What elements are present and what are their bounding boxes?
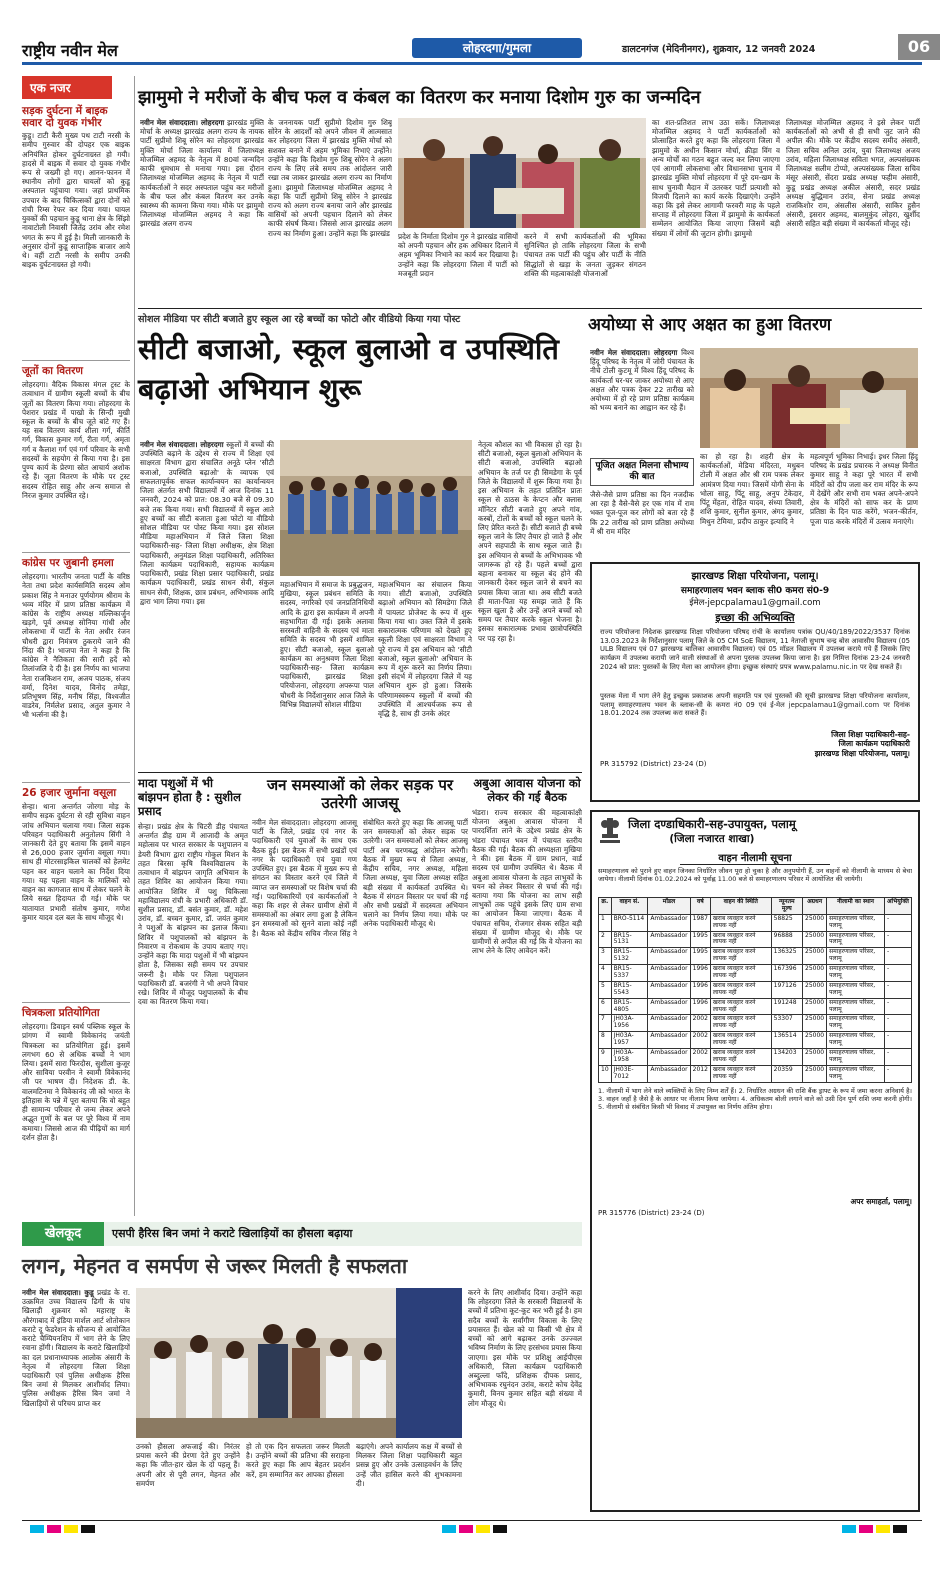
- table-cell: 1996: [690, 965, 710, 982]
- ad-header: [598, 816, 912, 846]
- table-header-cell: न्यूनतम मूल्य: [771, 898, 802, 915]
- table-cell: 1996: [690, 998, 710, 1015]
- table-cell: 5: [599, 981, 612, 998]
- sports-banner: [22, 1222, 582, 1246]
- table-cell: समाहरणालय परिसर, पलामू: [827, 948, 885, 965]
- kicker: सोशल मीडिया पर सीटी बजाते हुए स्कूल आ रहे बच्चों का फोटो और वीडियो किया गया पोस्ट: [138, 314, 461, 325]
- article-column: हो तो एक दिन सफलता जरूर मिलती है। उन्होंने बच्चों की प्रतिभा की सराहना करते हुए कहा कि आप बेहतर प्रदर्शन करें, हम सम्मानित कर आपका हौसला: [246, 1442, 350, 1479]
- table-cell: 25000: [803, 1015, 827, 1032]
- sidebar-item-head: सड़क दुर्घटना में बाइक सवार दो युवक गंभीर: [22, 105, 108, 130]
- table-header-cell: मॉडल: [648, 898, 690, 915]
- section-title: लोहरदगा/गुमला: [462, 41, 532, 55]
- table-cell: -: [884, 931, 911, 948]
- color-swatch: [876, 1525, 890, 1533]
- article-text: विश्व हिंदू परिषद के नेतृत्व में जोरी पंचायत के नीचे टोली कुटमू में विश्व हिंदू परिषद के कार्यकर्ता घर-घर जाकर अयोध्या से आए अक्षत और पत्रक देकर 22 तारीख को अयोध्या में हो रहे प्राण प्रतिष्ठा कार्यक्रम को भव्य बनाने का आह्वान कर रहे हैं।: [590, 348, 694, 413]
- table-cell: 9: [599, 1049, 612, 1066]
- article-column: [22, 1288, 130, 1512]
- color-swatch: [30, 1525, 44, 1533]
- table-cell: Ambassador: [648, 981, 690, 998]
- section-label: खेलकूद: [22, 1222, 104, 1246]
- table-cell: खराब व्यवहार करने लायक नहीं: [710, 965, 771, 982]
- table-header-cell: अग्रधन: [803, 898, 827, 915]
- table-cell: 134203: [771, 1049, 802, 1066]
- table-cell: 25000: [803, 998, 827, 1015]
- table-cell: समाहरणालय परिसर, पलामू: [827, 1015, 885, 1032]
- ad-body: पुस्तक मेला में भाग लेने हेतु इच्छुक प्रकाशक अपनी सहमति पत्र एवं पुस्तकों की सूची झारखण्ड शिक्षा परियोजना कार्यालय, पलामू समाहरणालय भवन के ब्लाक-सी के कमरा नं0 09 एवं ई-मेल jepcpalamau1@gmail.com पर दिनांक 18.01.2024 तक उपलब्ध करा सकते हैं।: [600, 692, 910, 718]
- table-cell: 1987: [690, 914, 710, 931]
- article-text: स्कूलों में बच्चों की उपस्थिति बढ़ाने के उद्देश्य से राज्य में शिक्षा एवं साक्षरता विभाग द्वारा संचालित अनूठे प्लेन 'सीटी बजाओ, उपस्थिति बढ़ाओ' के व्यापक एवं सफलतापूर्वक सफल कार्यान्वयन का कार्यान्वयन जिला अंतर्गत सभी विद्यालयों में आज दिनांक 11 जनवरी, 2024 को प्रात: 08.30 बजे से 09.30 बजे तक किया गया। सभी विद्यालयों में स्कूल आते हुए बच्चों का सीटी बजाता हुआ फोटो या वीडियो सोशल मीडिया पर पोस्ट किया गया। इस सोशल मीडिया महाअभियान में जिले जिला शिक्षा पदाधिकारी-सह- जिला शिक्षा अधीक्षक, क्षेत्र शिक्षा पदाधिकारी, अनुमंडल शिक्षा पदाधिकारी, अतिरिक्त जिला कार्यक्रम पदाधिकारी, सहायक कार्यक्रम पदाधिकारी, प्रखंड शिक्षा प्रसार पदाधिकारी, प्रखंड कार्यक्रम पदाधिकारी, प्रखंड साधन सेवी, संकुल साधन सेवी, शिक्षक, छात्र प्रबंधन, अभिभावक आदि द्वारा भाग लिया गया। इस: [140, 440, 274, 606]
- story-photo: [700, 348, 918, 448]
- table-header-cell: वाहन की स्थिति: [710, 898, 771, 915]
- table-header-cell: वाहन सं.: [611, 898, 648, 915]
- table-row: [599, 931, 912, 948]
- sidebar-item-body: सेन्हा। थाना अन्तर्गत जोरगा मोड़ के समीप सड़क दुर्घटना से रही सुविधा वाहन जांच अभियान चलाया गया। जिला सड़क परिवहन पदाधिकारी अनुतोलय सिंगी ने जानकारी देते हुए बताया कि इसमें वाहन से 26,000 हजार जुर्माना वसूला गया। साथ ही मोटरसाइकिल चालकों को हेलमेट पहन कर वाहन चलाने का निर्देश दिया गया। यह पहला वाहन के मालिकों को वाहन का कागजात साथ में लेकर चलने के लिये सख्त हिदायत दी गई। मौके पर यातायात प्रभारी संतोष कुमार, गणेश कुमार यादव दल बल के साथ मौजूद थे।: [22, 802, 130, 922]
- ad-signature: अपर समाहर्ता, पलामू।: [850, 1196, 912, 1206]
- article-text: भंडरा। राज्य सरकार की महत्वाकांक्षी योजना अबुआ आवास योजना में पारदर्शिता लाने के उद्देश्य प्रखंड क्षेत्र के भंडरा पंचायत भवन में पंचायत स्तरीय बैठक की गई। बैठक की अध्यक्षता मुखिया ने की। इस बैठक में ग्राम प्रधान, वार्ड सदस्य एवं ग्रामीण उपस्थित थे। बैठक में अबुआ आवास योजना के तहत लाभुकों के चयन को लेकर विस्तार से चर्चा की गई। बताया गया कि योजना का लाभ सही लाभुकों तक पहुंचे इसके लिए ग्राम सभा का आयोजन किया जाएगा। बैठक में पंचायत सचिव, रोजगार सेवक सहित बड़ी संख्या में ग्रामीण मौजूद थे। मौके पर ग्रामीणों से अपील की गई कि वे योजना का लाभ लेने के लिए आवेदन करें।: [472, 808, 582, 956]
- table-cell: 7: [599, 1015, 612, 1032]
- table-cell: 25000: [803, 965, 827, 982]
- table-cell: 25000: [803, 948, 827, 965]
- table-cell: 8: [599, 1032, 612, 1049]
- table-cell: 6: [599, 998, 612, 1015]
- article-column: का हो रहा है। शहरी क्षेत्र के कार्यकर्ताओं, मेडिया मंदिरता, मधुबन टोली में अक्षत और श्री राम पत्रक लेकर आमंत्रण दिया गया। जिसमें योगी सेना के भोला साहू, पिंटू साहू, अनुप टेकेदार, पिंटू मेंहता, रोहित यादव, संध्या तिवारी, शशि कुमार, सुनील कुमार, अंगद कुमार, मिथुन टेमिया, प्रदीप ठाकुर इत्यादि ने: [700, 452, 804, 526]
- byline: नवीन मेल संवाददाता। लोहरदगा: [140, 118, 225, 127]
- table-cell: 53307: [771, 1015, 802, 1032]
- article-column: नेतृत्व कौशल का भी विकास हो रहा है। सीटी बजाओ, स्कूल बुलाओ अभियान के सीटी बजाओ, उपस्थिति बढ़ाओ अभियान के तर्ज पर ही सिमडेगा के पूर्व जिले के विद्यालयों में शुरू किया गया है। इस अभियान के तहत प्रतिदिन प्रातः स्कूल से ठाठस के केप्टन और क्लास मॉनिटर सीटी बजाते हुए अपने गांव, कस्बों, टोलों के बच्चों को स्कूल चलने के लिए प्रेरित करते हैं। सीटी बजाते ही बच्चे स्कूल जाने के लिए तैयार हो जाते हैं और अपने सहपाठी के साथ स्कूल जाते हैं। इस अभियान से बच्चों के अभिभावक भी जागरूक हो रहे हैं। पहले बच्चों द्वारा बहाना बनाकर या स्कूल बंद होने की जानकारी देकर स्कूल जाने से बचने का प्रयास किया जाता था। अब सीटी बजते ही माता-पिता यह समझ जाते हैं कि स्कूल खुला है और उन्हें अपने बच्चों को समय पर तैयार करके स्कूल भेजना है। इसका सकारात्मक प्रभाव छात्रोपस्थिति पर पड़ रहा है।: [478, 440, 582, 643]
- color-swatch: [476, 1525, 490, 1533]
- table-cell: 25000: [803, 981, 827, 998]
- photo-karate-team: [136, 1288, 462, 1438]
- table-cell: समाहरणालय परिसर, पलामू: [827, 1049, 885, 1066]
- table-cell: 2002: [690, 1032, 710, 1049]
- headline: अबुआ आवास योजना को लेकर की गई बैठक: [473, 776, 581, 805]
- article-column: महाअभियान का संचालन किया गया। सीटी बजाओ, उपस्थिति बढ़ाओ अभियान को सिमडेगा जिले में पायलट प्रोजेक्ट के रूप में शुरू किया गया था। उक्त जिले में इसके सकारात्मक परिणाम को देखते हुए स्कूली शिक्षा एवं साक्षरता विभाग ने पूरे राज्य में इस अभियान को 'सीटी बजाओ, स्कूल बुलाओ' अभियान के रूप में शुरू करने का निर्णय लिया। इसी संदर्भ में लोहरदगा जिले में यह अभियान शुरू हो हुआ। जिसके परिणामस्वरूप स्कूलों में बच्चों की उपस्थिति में आश्चर्यजक रूप से वृद्धि है, साथ ही उनके अंदर: [378, 580, 472, 719]
- article-text: सेन्हा। प्रखंड क्षेत्र के चिटरी डीह पंचायत अन्तर्गत डीह ग्राम में आजादी के अमृत महोत्सव पर भारत सरकार के पशुपालन व डेयरी विभाग द्वारा राष्ट्रीय गोकुल मिशन के तहत बिरसा कृषि विश्वविद्यालय के तत्वाधान में बांझपन जागृति अभियान के तहत शिविर का आयोजन किया गया। आयोजित शिविर में पशु चिकित्सा महाविद्यालय रांची के प्रभारी अधिकारी डॉ. सुशील प्रसाद, डॉ. बसंत कुमार, डॉ. महेश उरांव, डॉ. बच्चन कुमार, डॉ. जयंत कुमार ने पशुओं के बांझपन का इलाज किया। शिविर में पशुपालकों को बांझपन के निवारण व रोकथाम के उपाय बताए गए। उन्होंने कहा कि मादा पशुओं में भी बांझपन होता है, जिसका सही समय पर उपचार जरूरी है। मौके पर जिला पशुपालन पदाधिकारी डॉ. बजरंगी ने भी अपने विचार रखे। शिविर में मौजूद पशुपालकों के बीच दवा का वितरण किया गया।: [138, 822, 248, 1007]
- table-cell: 136514: [771, 1032, 802, 1049]
- photo-group-distribution: [398, 118, 646, 228]
- paper-name: राष्ट्रीय नवीन मेल: [22, 41, 118, 60]
- table-row: [599, 1049, 912, 1066]
- table-cell: खराब व्यवहार करने लायक नहीं: [710, 1032, 771, 1049]
- article-column: का शत-प्रतिशत लाभ उठा सकें। जिलाध्यक्ष मोजम्मिल अहमद ने पार्टी कार्यकर्ताओं को प्रोत्साहित करते हुए कहा कि लोहरदगा जिला में झामुमो के अधीन किसान मोर्चा, क्रीड़ा विंग व अन्य मोर्चों का गठन बहुत जल्द कर लिया जाएगा एवं आगामी लोकसभा और विधानसभा चुनाव में झारखंड मुक्ति मोर्चा लोहरदगा में पूरे दम-खम के साथ चुनावी मैदान में उतरकर पार्टी प्रत्याशी को विजयी दिलाने का कार्य करके दिखाएंगे। उन्होंने कहा कि इसे लेकर आगामी फरवरी माह के पहले सप्ताह में लोहरदगा जिला में झामुमो के कार्यकर्ता सम्मेलन आयोजित किया जाएगा जिसमें बड़ी संख्या में लोगों की जुटान होगी। झामुमो: [652, 118, 780, 238]
- table-cell: Ambassador: [648, 948, 690, 965]
- ad-org: जिला दण्डाधिकारी-सह-उपायुक्त, पलामू: [628, 816, 796, 831]
- table-cell: 1995: [690, 948, 710, 965]
- table-cell: -: [884, 1065, 911, 1082]
- awas-story: [472, 776, 582, 1212]
- advert-auction: [590, 810, 920, 1512]
- table-cell: खराब व्यवहार करने लायक नहीं: [710, 1015, 771, 1032]
- article-column: [140, 118, 264, 300]
- table-cell: Ambassador: [648, 998, 690, 1015]
- color-swatch: [442, 1525, 456, 1533]
- table-cell: 25000: [803, 1032, 827, 1049]
- ad-pr-number: PR 315792 (District) 23-24 (D): [600, 760, 707, 769]
- table-cell: 2: [599, 931, 612, 948]
- story-photo: [398, 118, 646, 228]
- subheadline: पूजित अक्षत मिलना सौभाग्य की बात: [595, 461, 689, 482]
- table-cell: BR15-4805: [611, 998, 648, 1015]
- table-header-cell: वर्ष: [690, 898, 710, 915]
- table-cell: -: [884, 948, 911, 965]
- sidebar-item-body: कुडू। टाटी कैरी मुख्य पथ टाटी नरसी के समीप गुरुवार की दोपहर एक बाइक अनियंत्रित होकर दुर्घटनाग्रस्त हो गयी। हादसे में बाइक में सवार दो युवक गंभीर रूप से जख्मी हो गए। आनन-फानन में स्थानीय लोगों द्वारा घायलों को कुडू अस्पताल पहुंचाया गया। जहां प्राथमिक उपचार के बाद चिकित्सकों द्वारा दोनों को रांची रिम्स रेफर कर दिया गया। घायल युवकों की पहचान कुडू थाना क्षेत्र के सिंझो नावाटोली निवासी जितेंद्र उरांव और रमेश भगत के रूप में हुई है। मिली जानकारी के अनुसार दोनों कुडू साप्ताहिक बाजार आये थे। वहीं टाटी नरसी के समीप उनकी बाइक दुर्घटनाग्रस्त हो गयी।: [22, 131, 130, 270]
- ad-suborg: (जिला नजारत शाखा): [669, 832, 755, 845]
- table-cell: खराब व्यवहार करने लायक नहीं: [710, 998, 771, 1015]
- headline: जन समस्याओं को लेकर सड़क पर उतरेगी आजसू: [267, 776, 453, 812]
- table-cell: 10: [599, 1065, 612, 1082]
- table-cell: -: [884, 1049, 911, 1066]
- article-column: करने के लिए आशीर्वाद दिया। उन्होंने कहा कि लोहरदगा जिले के सरकारी विद्यालयों के बच्चों में प्रतिभा कूट-कूट कर भरी हुई है। हम सदैव बच्चों के सर्वांगीण विकास के लिए प्रयासरत हैं। खेल को या किसी भी क्षेत्र में बच्चों को आगे बढ़ाकर उनके उज्ज्वल भविष्य निर्माण के लिए हरसंभव प्रयास किया जाएगा। इस मौके पर प्रशिक्षु आईपीएस अधिकारी, जिला कार्यक्रम पदाधिकारी अब्दुल्ला फाँदे, प्रशिक्षक दीपक प्रसाद, अभिभावक रघुनंदन उरांव, कराटे कोच देवेंद्र कुमारी, विनय कुमार सहित बड़ी संख्या में लोग मौजूद थे।: [468, 1288, 582, 1408]
- byline: नवीन मेल संवाददाता। लोहरदगा: [140, 440, 224, 449]
- headline: झामुमो ने मरीजों के बीच फल व कंबल का वितरण कर मनाया दिशोम गुरु का जन्मदिन: [138, 87, 701, 108]
- whistle-story: [138, 312, 582, 764]
- table-cell: 25000: [803, 914, 827, 931]
- emblem-icon: [598, 816, 622, 846]
- headline: मादा पशुओं में भी बांझपन होता है : सुशील प्रसाद: [138, 776, 241, 819]
- dateline: डालटनगंज (मेदिनीनगर), शुक्रवार, 12 जनवरी 2024: [622, 44, 816, 55]
- table-cell: 2012: [690, 1065, 710, 1082]
- sidebar: [22, 76, 130, 1216]
- table-cell: खराब व्यवहार करने लायक नहीं: [710, 914, 771, 931]
- table-cell: JH03A-1957: [611, 1032, 648, 1049]
- subhead-box: [590, 458, 694, 486]
- photo-akshat-distribution: [700, 348, 918, 448]
- ayodhya-story: [588, 312, 922, 552]
- headline: लगन, मेहनत व समर्पण से जरूर मिलती है सफलता: [22, 1254, 408, 1278]
- color-swatch: [47, 1525, 61, 1533]
- sidebar-item: [22, 360, 130, 548]
- table-cell: 167396: [771, 965, 802, 982]
- ad-title: इच्छा की अभिव्यक्ति: [715, 612, 795, 624]
- article-text: झारखंड मुक्ति मोर्चा के अध्यक्ष झारखंड अलग राज्य के नायक पार्टी सुप्रीमो शिबू सोरेन का लोहरदगा झारखंड मुक्ति मोर्चा जिला कार्यालय में जिलाध्यक्ष मोजम्मिल अहमद के नेतृत्व में 80वां जन्मदिन काफी धूमधाम से मनाया गया। इस दौरान जिलाध्यक्ष मोजम्मिल अहमद के नेतृत्व में पार्टी कार्यकर्ताओं ने सदर अस्पताल पहुंच कर मरीजों के बीच फल और कंबल वितरण कर उनके स्वास्थ्य की कामना किया गया। मौके पर झामुमो जिलाध्यक्ष मोजम्मिल अहमद ने कहा कि झारखंड अलग राज्य: [140, 118, 264, 229]
- table-cell: -: [884, 998, 911, 1015]
- table-cell: 58825: [771, 914, 802, 931]
- sidebar-item: [22, 552, 130, 778]
- article-column: करने में सभी कार्यकर्ताओं की भूमिका सुनिश्चित हो ताकि लोहरदगा जिला के सभी पंचायत तक पार्टी की पहुंच और पार्टी के नीति सिद्धांतों से खड़ा के जनता जुड़कर संगठन शक्ति की महत्वाकांक्षी योजनाओं: [524, 232, 646, 278]
- table-cell: 197126: [771, 981, 802, 998]
- sidebar-item-body: लोहरदगा। भारतीय जनता पार्टी के वरिष्ठ नेता तथा प्रदेश कार्यसमिति सदस्य ओम प्रकाश सिंह ने मनाउर पूर्णयोगम श्रीराम के भव्य मंदिर में प्राण प्रतिष्ठा कार्यक्रम में कांग्रेस के राष्ट्रीय अध्यक्ष मल्लिकार्जुन खड़गे, पूर्व अध्यक्ष सोनिया गांधी और लोकसभा में पार्टी के नेता अधीर रंजन चौधरी द्वारा निमंत्रण ठुकराये जाने की निंदा की है। भाजपा नेता ने कहा है कि कांग्रेस ने नैतिकता की सारी हदें को तिलांजलि दे दी है। इस निर्णय का भाजपा नेता राजकिशन राम, अजय पाठक, संजय वर्मा, दिनेश यादव, विनोद तमेड़ा, प्रतिभूषण सिंह, मनीष सिंहा, विश्वजीत वाडरेव, निर्मलेश प्रसाद, अतुल कुमार ने भी भर्त्सना की है।: [22, 572, 130, 720]
- sidebar-item: [22, 105, 130, 356]
- color-swatch: [64, 1525, 78, 1533]
- table-row: [599, 998, 912, 1015]
- table-cell: खराब व्यवहार करने लायक नहीं: [710, 931, 771, 948]
- masthead: [22, 30, 931, 72]
- story-photo: [280, 440, 472, 576]
- table-cell: समाहरणालय परिसर, पलामू: [827, 914, 885, 931]
- headline: अयोध्या से आए अक्षत का हुआ वितरण: [588, 315, 832, 335]
- table-cell: Ambassador: [648, 965, 690, 982]
- color-swatches: [442, 1525, 507, 1533]
- table-cell: खराब व्यवहार करने लायक नहीं: [710, 981, 771, 998]
- color-swatch: [493, 1525, 507, 1533]
- color-swatch: [459, 1525, 473, 1533]
- table-cell: Ambassador: [648, 914, 690, 931]
- color-swatches: [30, 1525, 95, 1533]
- table-cell: 4: [599, 965, 612, 982]
- article-column: के जननायक पार्टी सुप्रीमो दिशोम गुरु शिबू सोरेन के आदर्शों को अपने जीवन में आत्मसात कर लोहरदगा जिला में झारखंड मुक्ति मोर्चा को सशक्त बनाने में अहम भूमिका निभाएं उन्होंने। उन्होंने कहा कि दिशोम गुरु शिबू सोरेन ने अलग राज्य के लिए लंबे समय तक आंदोलन जारी रखा तब जाकर झारखंड अलग राज्य का निर्माण हुआ। झामुमो जिलाध्यक्ष मोजम्मिल अहमद ने कहा कि पार्टी सुप्रीमो शिबू सोरेन ने झारखंड राज्य को अलग राज्य बनाया जाने और झारखंड वासियों को अपनी पहचान दिलाने को लेकर काफी संघर्ष किया। जिससे आज झारखंड अलग राज्य का निर्माण हुआ। उन्होंने कहा कि झारखंड: [268, 118, 392, 238]
- ad-terms: 1. नीलामी में भाग लेने वाले व्यक्तियों के लिए निम्न शर्तें हैं। 2. निर्धारित अग्रधन की राशि बैंक ड्राफ्ट के रूप में जमा करना अनिवार्य है। 3. वाहन जहाँ है जैसे है के आधार पर नीलाम किया जायेगा। 4. अधिकतम बोली लगाने वाले को उसी दिन पूर्ण राशि जमा करनी होगी। 5. नीलामी से संबंधित किसी भी विवाद में उपायुक्त का निर्णय अंतिम होगा।: [598, 1086, 912, 1112]
- sports-section: [22, 1222, 582, 1512]
- table-cell: -: [884, 981, 911, 998]
- sidebar-item-body: लोहरदगा। वैदिक विकास मंगल ट्रस्ट के तत्वाधान में ग्रामीण स्कूली बच्चों के बीच जूतों का वितरण किया गया। लोहरदगा के पेशरार प्रखंड में पाखो के सिन्दी मुखी स्कूल के बच्चों के बीच जूते बांटे गए हैं। यह सब वितरण कार्य शीला गर्ग, कीर्ति गर्ग, विकास कुमार गर्ग, रीता गर्ग, अमृता गर्ग व कैलाश गर्ग एवं गर्ग परिवार के सभी सदस्यों के सहयोग से किया गया है। इस पुण्य कार्य के प्रेरणा स्रोत आचार्य अशोक रहे हैं। जूता वितरण के मौके पर ट्रस्ट सदस्य रोहित साहू और अन्य समाज से निरज कुमार उपस्थित रहे।: [22, 380, 130, 500]
- table-header-cell: क्र.: [599, 898, 612, 915]
- article-column: महत्वपूर्ण भूमिका निभाई। इधर जिला हिंदू परिषद के प्रखंड प्रचारक ने अध्यक्ष विनीत कुमार साहू ने कहा पूरे भारत में सभी मंदिरों को दीप जला कर राम मंदिर के रूप में देखेंगे और सभी राम भक्त अपने-अपने क्षेत्र के मंदिरों को साफ कर के प्राण प्रतिष्ठा के दिन पाठ करेंगे, भजन-कीर्तन, पूजा पाठ करके मंदिरों में उत्सव मनाएंगे।: [810, 452, 918, 526]
- table-row: [599, 1065, 912, 1082]
- table-header-cell: नीलामी का स्थान: [827, 898, 885, 915]
- section-rule: [138, 308, 922, 309]
- article-column: बढ़ाएंगे। अपने कार्यालय कक्ष में बच्चों से मिलकर जिला शिक्षा पदाधिकारी बहुत प्रसन्न हुए और उनके उत्साहवर्धन के लिए उन्हें जीत हासिल करने की शुभकामना दी।: [356, 1442, 462, 1488]
- table-header-row: [599, 898, 912, 915]
- table-cell: BR15-5337: [611, 965, 648, 982]
- ad-intro: समाहरणालय को पुराने हुए वाहन जिनका निर्धारित जीवन पूरा हो चुका है और अनुपयोगी हैं, उन वाहनों को नीलामी के माध्यम से बेचा जायेगा। नीलामी दिनांक 01.02.2024 को पूर्वाह्न 11.00 बजे से समाहरणालय परिसर में आयोजित की जायेगी।: [598, 867, 912, 884]
- table-cell: -: [884, 914, 911, 931]
- sidebar-item: [22, 1002, 130, 1202]
- ad-address: समाहरणालय भवन ब्लाक सी0 कमरा सं0-9: [680, 586, 830, 596]
- table-cell: समाहरणालय परिसर, पलामू: [827, 1065, 885, 1082]
- table-cell: 1996: [690, 981, 710, 998]
- table-cell: 2002: [690, 1049, 710, 1066]
- byline: नवीन मेल संवाददाता। लोहरदगा: [590, 348, 678, 357]
- color-swatch: [81, 1525, 95, 1533]
- table-cell: BR15-5543: [611, 981, 648, 998]
- table-cell: 25000: [803, 1049, 827, 1066]
- table-cell: BR15-5132: [611, 948, 648, 965]
- sig-line: जिला शिक्षा पदाधिकारी-सह-: [831, 730, 910, 739]
- color-swatch: [842, 1525, 856, 1533]
- table-cell: 20359: [771, 1065, 802, 1082]
- cattle-story: [138, 776, 248, 1212]
- table-row: [599, 1032, 912, 1049]
- table-cell: समाहरणालय परिसर, पलामू: [827, 981, 885, 998]
- section-banner: [412, 38, 582, 58]
- color-swatches: [842, 1525, 907, 1533]
- table-cell: -: [884, 1015, 911, 1032]
- article-column: उनको हौसला अफजाई की। निरंतर प्रयास करने की प्रेरणा देते हुए उन्होंने कहा कि जीत-हार खेल के दो पहलू हैं। अपनी ओर से पूरी लगन, मेहनत और समर्पण: [136, 1442, 240, 1488]
- vehicle-table: [598, 897, 912, 1083]
- table-cell: JH03A-1956: [611, 1015, 648, 1032]
- byline: नवीन मेल संवाददाता। कुडू: [22, 1288, 94, 1297]
- table-cell: Ambassador: [648, 1065, 690, 1082]
- table-row: [599, 965, 912, 982]
- table-cell: BR15-5131: [611, 931, 648, 948]
- article-column: प्रदेश के निर्माता दिशोम गुरु ने झारखंड वासियों को अपनी पहचान और हक अधिकार दिलाने में अहम भूमिका निभाने का कार्य कर दिखाया है। उन्होंने कहा कि लोहरदगा जिला में पार्टी को मजबूती प्रदान: [398, 232, 518, 278]
- sidebar-item-head: चित्रकला प्रतियोगिता: [22, 1007, 100, 1020]
- sidebar-divider: [134, 76, 135, 1216]
- photo-school-children: [280, 440, 472, 576]
- table-cell: समाहरणालय परिसर, पलामू: [827, 931, 885, 948]
- article-column: महाअभियान में समाज के प्रबुद्धजन, मुखिया, स्कूल प्रबंधन समिति के सदस्य, नगरिको एवं जनप्रतिनिधियों आदि के द्वारा इस कार्यक्रम में अपनी सहभागिता दी गई। इसके अलावा सरस्वती वाहिनी के सदस्य एवं माता समिति के सदस्य भी इसमें शामिल हुए। सीटी बजाओ, स्कूल बुलाओ कार्यक्रम का अनुश्रवण जिला शिक्षा पदाधिकारी-सह- जिला कार्यक्रम पदाधिकारी, झारखंड शिक्षा परियोजना, लोहरदगा अपरूपा पाल चौधरी के निर्देशानुसार आज जिले के विभिन्न विद्यालयों सोशल मीडिया: [280, 580, 374, 709]
- table-cell: -: [884, 1032, 911, 1049]
- table-cell: 1995: [690, 931, 710, 948]
- table-cell: समाहरणालय परिसर, पलामू: [827, 965, 885, 982]
- table-cell: खराब व्यवहार करने लायक नहीं: [710, 948, 771, 965]
- table-cell: Ambassador: [648, 931, 690, 948]
- table-cell: JH03A-1958: [611, 1049, 648, 1066]
- table-cell: 191248: [771, 998, 802, 1015]
- sig-line: झारखण्ड शिक्षा परियोजना, पलामू।: [814, 748, 910, 758]
- sidebar-title: एक नजर: [22, 76, 112, 99]
- footer-strip: [22, 1520, 922, 1536]
- table-cell: 136325: [771, 948, 802, 965]
- article-column: [590, 348, 694, 454]
- ad-title: वाहन नीलामी सूचना: [680, 850, 830, 865]
- ad-body: राज्य परियोजना निदेशक झारखण्ड शिक्षा परियोजना परिषद रांची के कार्यालय पत्रांक QU/40/189/2022/3537 दिनांक 13.03.2023 के निर्देशानुसार पलामू जिले के 05 CM SoE विद्यालय, 11 नेताजी सुभाष चन्द्र बोस आवासीय विद्यालय (05 ULB विद्यालय एवं 07 झारखण्ड बालिका आवासीय विद्यालय) एवं 05 मॉडल विद्यालय में उपलब्ध कराये गये हैं जिसके लिए कार्यक्रम में उपलब्ध करायी जाने वाली संस्थाओं से अपना पुस्तक उपलब्ध किया जाना है। इस निमित्त दिनांक 23-24 जनवरी 2024 को प्रात: पुस्तकों के लिए मेला का आयोजन होगा। इच्छुक संस्थाएं प्रपत्र www.palamu.nic.in पर देख सकते हैं।: [600, 628, 910, 671]
- table-cell: खराब व्यवहार करने लायक नहीं: [710, 1049, 771, 1066]
- sidebar-item-head: जूतों का वितरण: [22, 365, 84, 378]
- table-cell: BRO-5114: [611, 914, 648, 931]
- table-row: [599, 914, 912, 931]
- table-cell: -: [884, 965, 911, 982]
- article-text: नवीन मेल संवाददाता। लोहरदगा आजसू पार्टी के जिले, प्रखंड एवं नगर के पदाधिकारी एवं युवाओं के साथ एक बैठक हुई। इस बैठक में सभी प्रखंडों एवं नगर के पदाधिकारी एवं युवा गण उपस्थित हुए। इस बैठक में मुख्य रूप से संगठन का विस्तार करने एवं जिले में व्याप्त जन समस्याओं पर विशेष चर्चा की गई। पदाधिकारियों एवं कार्यकर्ताओं ने कहा कि शहर से लेकर ग्रामीण क्षेत्रों में समस्याओं का अंबार लगा हुआ है लेकिन इन समस्याओं को सुनने वाला कोई नहीं है। बैठक को केंद्रीय सचिव नीरज सिंह ने संबोधित करते हुए कहा कि आजसू पार्टी जन समस्याओं को लेकर सड़क पर उतरेगी। जन समस्याओं को लेकर आजसू पार्टी अब चरणबद्ध आंदोलन करेगी। बैठक में मुख्य रूप से जिला अध्यक्ष, केंद्रीय सचिव, नगर अध्यक्ष, महिला जिला अध्यक्ष, युवा जिला अध्यक्ष सहित बड़ी संख्या में कार्यकर्ता उपस्थित थे। बैठक में संगठन विस्तार पर चर्चा की गई और सभी प्रखंडों में सदस्यता अभियान चलाने का निर्णय लिया गया। मौके पर अनेक पदाधिकारी मौजूद थे।: [252, 818, 468, 938]
- ad-email: ईमेल-jepcpalamau1@gmail.com: [689, 598, 821, 608]
- sidebar-item-head: 26 हजार जुर्माना वसूला: [22, 787, 117, 800]
- section-rule: [138, 772, 582, 773]
- table-cell: 25000: [803, 1065, 827, 1082]
- story-photo: [136, 1288, 462, 1438]
- table-cell: JH03E-7012: [611, 1065, 648, 1082]
- table-cell: 96888: [771, 931, 802, 948]
- article-column: [140, 440, 274, 764]
- ad-pr-number: PR 315776 (District) 23-24 (D): [598, 1208, 705, 1217]
- headline: सीटी बजाओ, स्कूल बुलाओ व उपस्थिति बढ़ाओ अभियान शुरू: [138, 332, 559, 406]
- masthead-rule: [22, 62, 922, 65]
- table-cell: समाहरणालय परिसर, पलामू: [827, 998, 885, 1015]
- table-cell: 2002: [690, 1015, 710, 1032]
- ajsu-story: [252, 776, 468, 1212]
- sig-line: जिला कार्यक्रम पदाधिकारी: [838, 739, 910, 749]
- article-text: प्रखंड के रा. उत्क्रमित उच्च विद्यालय ढिगी के पांच खिलाड़ी शुक्रवार को महाराष्ट्र के औरंगाबाद में इंडिया मार्शल आर्ट शोतोकान कराटे दू फेडरेशन के सौजन्य से आयोजित कराटे चैम्पियनशिप में भाग लेने के लिए रवाना होंगी। विद्यालय के कराटे खिलाड़ियों का दल प्रधानाध्यापक आलोक अंसारी के नेतृत्व में लोहरदगा जिला शिक्षा पदाधिकारी एवं पुलिस अधीक्षक हैरिस बिन जमां से मिलकर आशीर्वाद लिया। पुलिस अधीक्षक हैरिस बिन जमां ने खिलाड़ियों से परिचय प्राप्त कर: [22, 1288, 130, 1408]
- table-cell: 25000: [803, 931, 827, 948]
- table-cell: 1: [599, 914, 612, 931]
- article-column: जिलाध्यक्ष मोजम्मिल अहमद ने इसे लेकर पार्टी कार्यकर्ताओं को अभी से ही सभी जुट जाने की अपील की। मौके पर केंद्रीय सदस्य समीद अंसारी, जिला सचिव अनिल उरांव, युवा जिलाध्यक्ष अजय उरांव, महिला जिलाध्यक्ष सविता भगत, अल्पसंख्यक जिलाध्यक्ष सलीम टोप्पो, अल्पसंख्यक जिला सचिव मंसूर अंसारी, सेंदरा प्रखंड अध्यक्ष फहीम अंसारी, कुडू प्रखंड अध्यक्ष अकील अंसारी, सदर प्रखंड अध्यक्ष बुद्धिमान उरांव, सेना प्रखंड अध्यक्ष राजकिशोर राम, अंसलीस अंसारी, साकिर हुसैन अंसारी, इसरार अहमद, बालमुकुंद लोहरा, खुर्शीद अंसारी सहित बड़ी संख्या में कार्यकर्ता मौजूद रहे।: [786, 118, 920, 229]
- table-header-cell: अभियुक्ति: [884, 898, 911, 915]
- color-swatch: [893, 1525, 907, 1533]
- sidebar-item: [22, 782, 130, 998]
- color-swatch: [859, 1525, 873, 1533]
- ad-org: झारखण्ड शिक्षा परियोजना, पलामू।: [691, 571, 819, 582]
- table-cell: 3: [599, 948, 612, 965]
- kicker: एसपी हैरिस बिन जमां ने कराटे खिलाड़ियों का हौसला बढ़ाया: [112, 1227, 353, 1240]
- advert-education: [590, 562, 920, 802]
- table-cell: Ambassador: [648, 1032, 690, 1049]
- table-cell: खराब व्यवहार करने लायक नहीं: [710, 1065, 771, 1082]
- table-row: [599, 1015, 912, 1032]
- article-column: जैसे-जैसे प्राण प्रतिष्ठा का दिन नजदीक आ रहा है वैसे-वैसे हर एक गांव में राम भक्त पूज-पूज कर लोगों को बता रहे हैं कि 22 तारीख को प्राण प्रतिष्ठा अयोध्या में श्री राम मंदिर: [590, 490, 694, 536]
- table-cell: Ambassador: [648, 1015, 690, 1032]
- ad-signature: [600, 730, 910, 758]
- sidebar-item-body: लोहरदगा। डिवाइन स्वर्थ पब्लिक स्कूल के प्रांगण में स्वामी विवेकानंद जयंती चित्रकला का प्रतियोगिता हुई। इसमें लगभग 60 से अधिक बच्चों ने भाग लिया। इसमें सारा फिरदौस, सुशीला कुजूर और साविया परवीन ने स्वामी विवेकानंद जी पर भाषण दी। निदेशक डी. के. वालमटिनमा ने विवेकानंद जी को भारत के इतिहास के पन्ने में पूरा बताया कि वो बहुत ही सामान्य परिवार से जन्म लेकर अपने अद्भुत गुणों के बल पर पूरे विश्व में नाम कमाया। जिससे आज की पीढ़ियों का मार्ग दर्शन होता है।: [22, 1022, 130, 1142]
- table-row: [599, 981, 912, 998]
- table-cell: समाहरणालय परिसर, पलामू: [827, 1032, 885, 1049]
- top-story: [138, 86, 922, 304]
- page-number: 06: [898, 34, 940, 60]
- table-cell: Ambassador: [648, 1049, 690, 1066]
- table-row: [599, 948, 912, 965]
- sidebar-item-head: कांग्रेस पर जुबानी हमला: [22, 557, 114, 570]
